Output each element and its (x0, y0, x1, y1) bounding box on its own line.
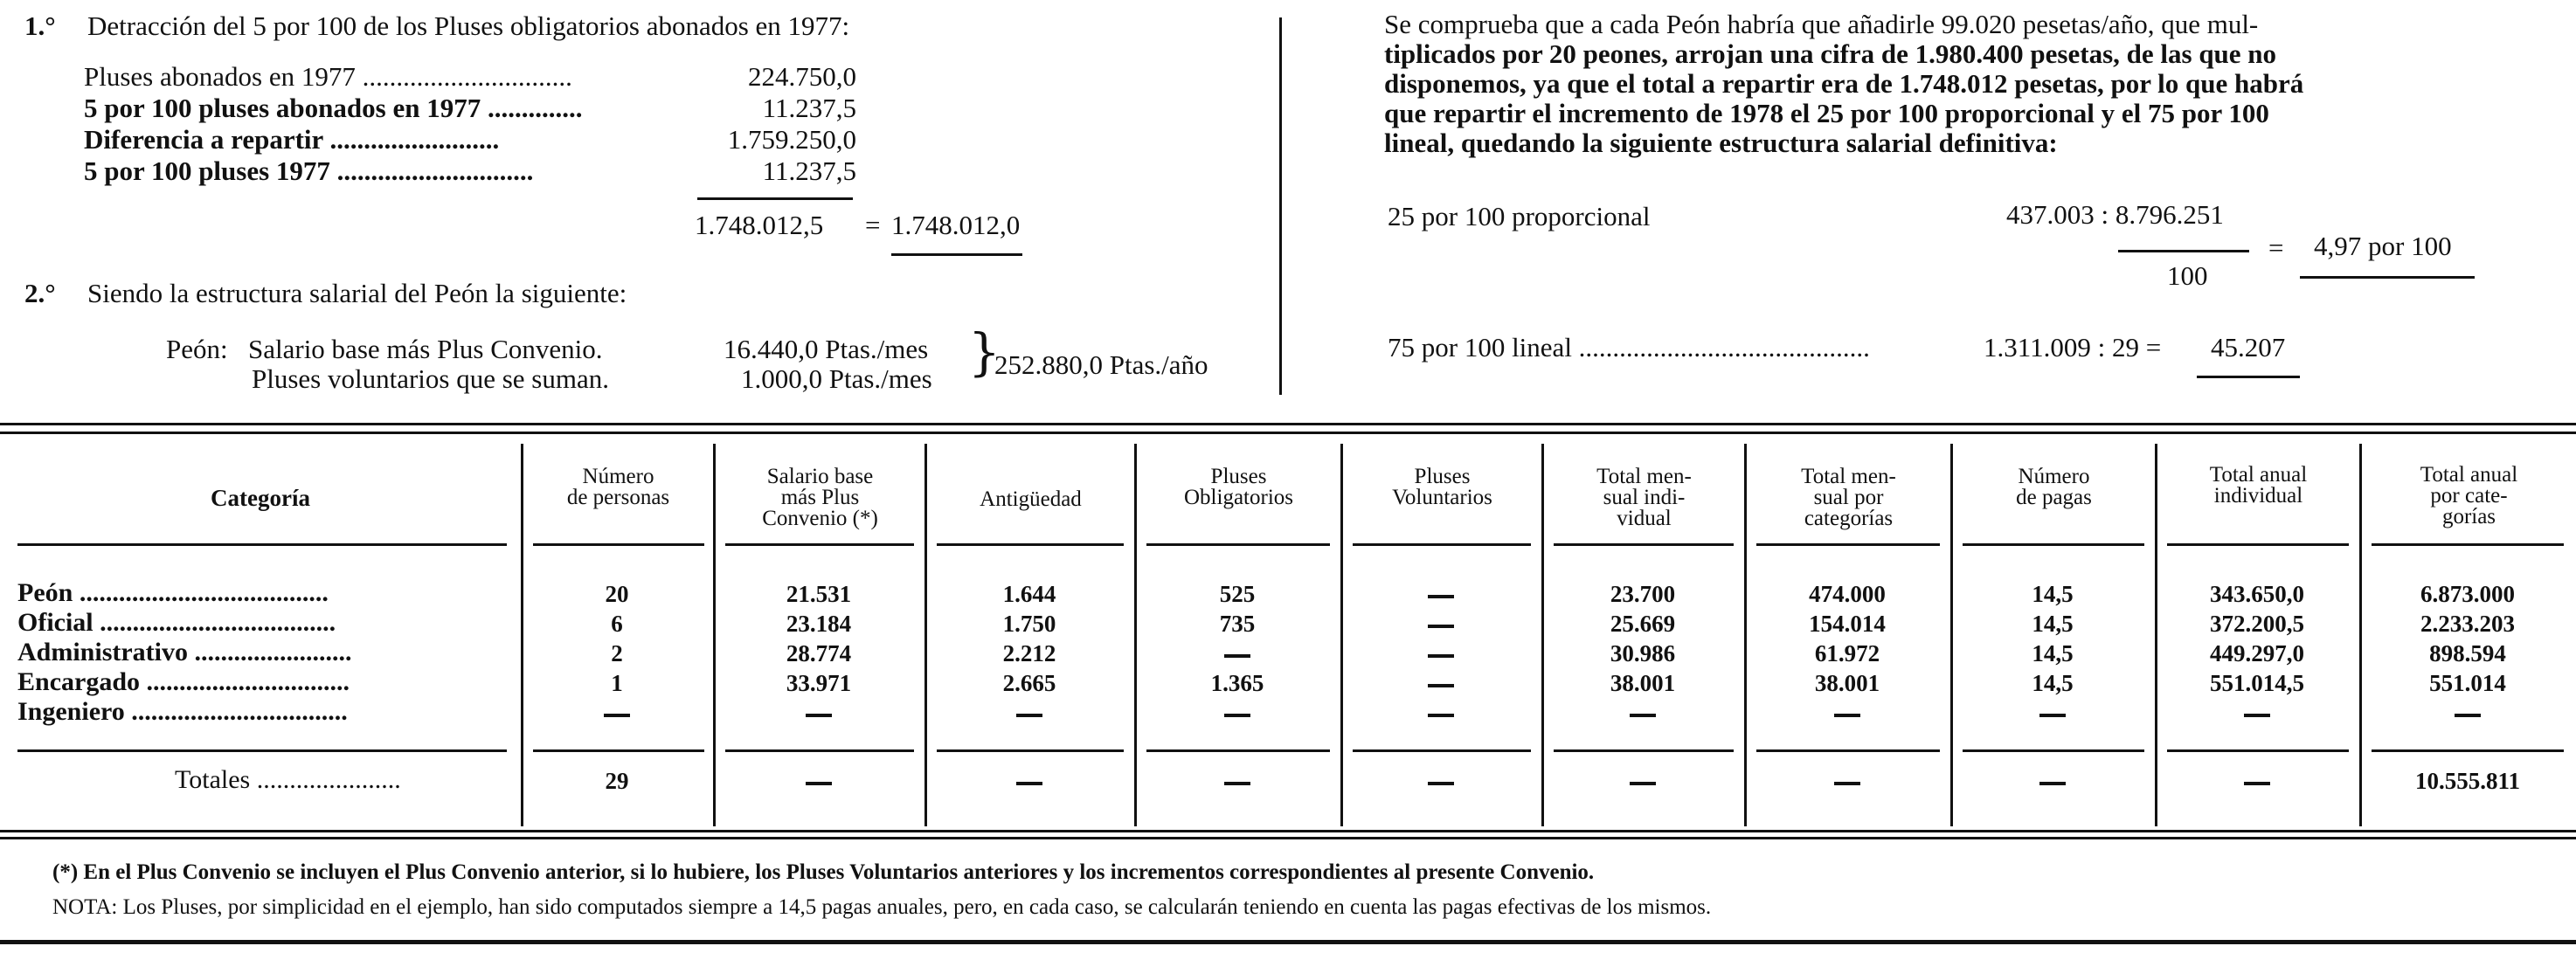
item2-number: 2.° (24, 278, 56, 308)
cell-totales-7 (1956, 767, 2149, 795)
row-category-encargado: Encargado ............................... (17, 667, 350, 696)
header-underline (1554, 543, 1734, 546)
header-underline (17, 543, 507, 546)
cell-totales-8 (2161, 767, 2353, 795)
proportional-denominator: 100 (2167, 260, 2208, 291)
cell-totales-0: 29 (605, 768, 629, 794)
dash-mark (1834, 714, 1860, 717)
sum-rule (697, 197, 853, 200)
cell-oficial-0: 6 (611, 611, 623, 637)
proportional-numerator: 437.003 : 8.796.251 (2006, 199, 2224, 230)
header-numero-personas: Número de personas (566, 465, 670, 509)
cell-totales-5 (1547, 767, 1739, 795)
cell-peon-6: 474.000 (1809, 581, 1886, 607)
header-total-mensual-individual: Total men- sual indi- vidual (1596, 465, 1692, 530)
dash-mark (1224, 714, 1250, 717)
dash-mark (1428, 782, 1454, 785)
cell-ingeniero-2 (933, 699, 1125, 727)
detraccion-label-3: Diferencia a repartir ......................... (84, 124, 500, 155)
peon-label: Peón: (166, 334, 228, 364)
cell-ingeniero-7 (1956, 699, 2149, 727)
footnote: (*) En el Plus Convenio se incluyen el Plus Convenio anterior, si lo hubiere, los Pluses Voluntarios anteriores y los incrementos correspondientes al presente Convenio. (52, 860, 1595, 884)
dash-mark (1428, 595, 1454, 598)
detraccion-label-2: 5 por 100 pluses abonados en 1977 .............. (84, 93, 583, 123)
dash-mark (1630, 714, 1656, 717)
proportional-result: 4,97 por 100 (2314, 231, 2452, 261)
totals-rule (2167, 749, 2349, 752)
cell-administrativo-8: 449.297,0 (2210, 640, 2304, 666)
cell-totales-6 (1751, 767, 1943, 795)
cell-ingeniero-6 (1751, 699, 1943, 727)
header-underline (2372, 543, 2564, 546)
dash-mark (2455, 714, 2481, 717)
header-total-mensual-categorias: Total men- sual por categorías (1801, 465, 1896, 530)
cell-oficial-4 (1345, 610, 1537, 638)
cell-encargado-5: 38.001 (1610, 670, 1676, 696)
totals-rule (2372, 749, 2564, 752)
header-underline (2167, 543, 2349, 546)
peon-line2-text: Pluses voluntarios que se suman. (252, 363, 609, 394)
item1-title: Detracción del 5 por 100 de los Pluses obligatorios abonados en 1977: (87, 10, 850, 41)
cell-ingeniero-9 (2372, 699, 2564, 727)
cell-oficial-7: 14,5 (2032, 611, 2074, 637)
cell-oficial-3: 735 (1219, 611, 1256, 637)
nota: NOTA: Los Pluses, por simplicidad en el ejemplo, han sido computados siempre a 14,5 pagas anuales, pero, en cada caso, se calcularán teniendo en cuenta las pagas efectivas de los mismos. (52, 895, 1712, 919)
cell-peon-2: 1.644 (1002, 581, 1056, 607)
header-underline (1353, 543, 1531, 546)
item2-title: Siendo la estructura salarial del Peón la siguiente: (87, 278, 627, 308)
header-underline (533, 543, 704, 546)
totals-rule (725, 749, 914, 752)
dash-mark (604, 714, 630, 717)
cell-administrativo-7: 14,5 (2032, 640, 2074, 666)
dash-mark (1224, 654, 1250, 658)
cell-peon-1: 21.531 (786, 581, 852, 607)
cell-administrativo-9: 898.594 (2429, 640, 2506, 666)
row-category-totales: Totales ...................... (175, 765, 401, 794)
totals-rule (533, 749, 704, 752)
cell-encargado-7: 14,5 (2032, 670, 2074, 696)
dash-mark (2244, 714, 2270, 717)
dash-mark (1224, 782, 1250, 785)
cell-peon-8: 343.650,0 (2210, 581, 2304, 607)
detraccion-value-4: 11.237,5 (762, 155, 856, 186)
dash-mark (2244, 782, 2270, 785)
table-top-rule-2 (0, 432, 2576, 434)
paragraph-line-1: Se comprueba que a cada Peón habría que añadirle 99.020 pesetas/año, que mul- (1384, 9, 2259, 39)
cell-ingeniero-0 (521, 699, 713, 727)
cell-ingeniero-8 (2161, 699, 2353, 727)
dash-mark (1834, 782, 1860, 785)
proportional-result-underline (2300, 276, 2475, 279)
cell-administrativo-3 (1141, 639, 1333, 667)
cell-encargado-8: 551.014,5 (2210, 670, 2304, 696)
cell-totales-1 (723, 767, 915, 795)
total-a: 1.748.012,5 (695, 210, 824, 240)
cell-encargado-3: 1.365 (1210, 670, 1264, 696)
dash-mark (1016, 782, 1042, 785)
item1-number: 1.° (24, 10, 56, 41)
row-category-administrativo: Administrativo ........................ (17, 638, 352, 666)
cell-peon-3: 525 (1219, 581, 1256, 607)
lineal-label: 75 por 100 lineal ........................................... (1388, 332, 1870, 363)
cell-administrativo-5: 30.986 (1610, 640, 1676, 666)
lineal-calc: 1.311.009 : 29 = (1984, 332, 2162, 363)
header-underline (1146, 543, 1330, 546)
fraction-bar (2118, 250, 2249, 252)
header-underline (1963, 543, 2144, 546)
header-categoria: Categoría (211, 485, 310, 511)
header-total-anual-individual: Total anual individual (2209, 463, 2308, 508)
table-top-rule-1 (0, 423, 2576, 425)
totals-rule (1963, 749, 2144, 752)
paragraph-line-4: que repartir el incremento de 1978 el 25 por 100 proporcional y el 75 por 100 (1384, 98, 2269, 128)
totals-rule (1554, 749, 1734, 752)
total-b: 1.748.012,0 (891, 210, 1021, 240)
total-b-underline (891, 253, 1022, 256)
cell-ingeniero-1 (723, 699, 915, 727)
header-underline (937, 543, 1124, 546)
lineal-result: 45.207 (2211, 332, 2286, 363)
totals-rule (1353, 749, 1531, 752)
cell-peon-0: 20 (605, 581, 629, 607)
detraccion-value-3: 1.759.250,0 (727, 124, 856, 155)
table-bottom-rule-2 (0, 837, 2576, 839)
dash-mark (1428, 684, 1454, 687)
dash-mark (1428, 714, 1454, 717)
header-salario-base: Salario base más Plus Convenio (*) (762, 465, 878, 530)
header-pluses-voluntarios: Pluses Voluntarios (1392, 465, 1492, 509)
dash-mark (806, 782, 832, 785)
dash-mark (1630, 782, 1656, 785)
dash-mark (1016, 714, 1042, 717)
header-numero-pagas: Número de pagas (2016, 465, 2092, 509)
cell-encargado-1: 33.971 (786, 670, 852, 696)
page-bottom-rule (0, 940, 2576, 944)
column-divider (1279, 17, 1282, 395)
cell-oficial-5: 25.669 (1610, 611, 1676, 637)
cell-administrativo-1: 28.774 (786, 640, 852, 666)
cell-peon-7: 14,5 (2032, 581, 2074, 607)
cell-encargado-9: 551.014 (2429, 670, 2506, 696)
peon-line1-value: 16.440,0 Ptas./mes (724, 334, 929, 364)
dash-mark (806, 714, 832, 717)
dash-mark (2039, 782, 2066, 785)
row-category-ingeniero: Ingeniero ................................. (17, 697, 348, 726)
row-category-oficial: Oficial .................................... (17, 608, 336, 637)
total-equals: = (865, 210, 881, 240)
peon-line2-value: 1.000,0 Ptas./mes (741, 363, 932, 394)
detraccion-label-4: 5 por 100 pluses 1977 ............................. (84, 155, 534, 186)
peon-total: 252.880,0 Ptas./año (994, 349, 1208, 380)
header-underline (1756, 543, 1940, 546)
dash-mark (1428, 625, 1454, 628)
dash-mark (1428, 654, 1454, 658)
detraccion-value-2: 11.237,5 (762, 93, 856, 123)
detraccion-value-1: 224.750,0 (748, 61, 856, 92)
brace-icon: } (968, 322, 1001, 382)
cell-peon-9: 6.873.000 (2420, 581, 2515, 607)
proportional-label: 25 por 100 proporcional (1388, 201, 1651, 231)
paragraph-line-2: tiplicados por 20 peones, arrojan una cifra de 1.980.400 pesetas, de las que no (1384, 38, 2277, 69)
cell-peon-5: 23.700 (1610, 581, 1676, 607)
cell-ingeniero-4 (1345, 699, 1537, 727)
paragraph-line-3: disponemos, ya que el total a repartir era de 1.748.012 pesetas, por lo que habrá (1384, 68, 2304, 99)
cell-totales-2 (933, 767, 1125, 795)
totals-rule (1146, 749, 1330, 752)
row-category-peon: Peón ...................................... (17, 578, 329, 607)
dash-mark (2039, 714, 2066, 717)
cell-encargado-0: 1 (611, 670, 623, 696)
peon-line1-text: Salario base más Plus Convenio. (248, 334, 603, 364)
header-total-anual-categorias: Total anual por cate- gorías (2420, 463, 2518, 528)
cell-oficial-2: 1.750 (1002, 611, 1056, 637)
header-underline (725, 543, 914, 546)
cell-administrativo-6: 61.972 (1814, 640, 1880, 666)
proportional-equals: = (2268, 232, 2284, 263)
lineal-result-underline (2197, 376, 2300, 378)
table-bottom-rule-1 (0, 830, 2576, 832)
cell-oficial-8: 372.200,5 (2210, 611, 2304, 637)
cell-encargado-4 (1345, 669, 1537, 697)
cell-encargado-2: 2.665 (1002, 670, 1056, 696)
cell-oficial-1: 23.184 (786, 611, 852, 637)
cell-ingeniero-5 (1547, 699, 1739, 727)
cell-peon-4 (1345, 580, 1537, 608)
detraccion-label-1: Pluses abonados en 1977 ............................... (84, 61, 572, 92)
cell-oficial-6: 154.014 (1809, 611, 1886, 637)
totals-rule (17, 749, 507, 752)
cell-ingeniero-3 (1141, 699, 1333, 727)
cell-totales-3 (1141, 767, 1333, 795)
totals-rule (937, 749, 1124, 752)
cell-administrativo-2: 2.212 (1002, 640, 1056, 666)
cell-encargado-6: 38.001 (1814, 670, 1880, 696)
cell-administrativo-4 (1345, 639, 1537, 667)
header-antiguedad: Antigüedad (980, 487, 1082, 511)
cell-administrativo-0: 2 (611, 640, 623, 666)
cell-oficial-9: 2.233.203 (2420, 611, 2515, 637)
cell-totales-9: 10.555.811 (2414, 768, 2520, 794)
header-pluses-obligatorios: Pluses Obligatorios (1184, 465, 1293, 509)
paragraph-line-5: lineal, quedando la siguiente estructura salarial definitiva: (1384, 128, 2058, 158)
cell-totales-4 (1345, 767, 1537, 795)
totals-rule (1756, 749, 1940, 752)
